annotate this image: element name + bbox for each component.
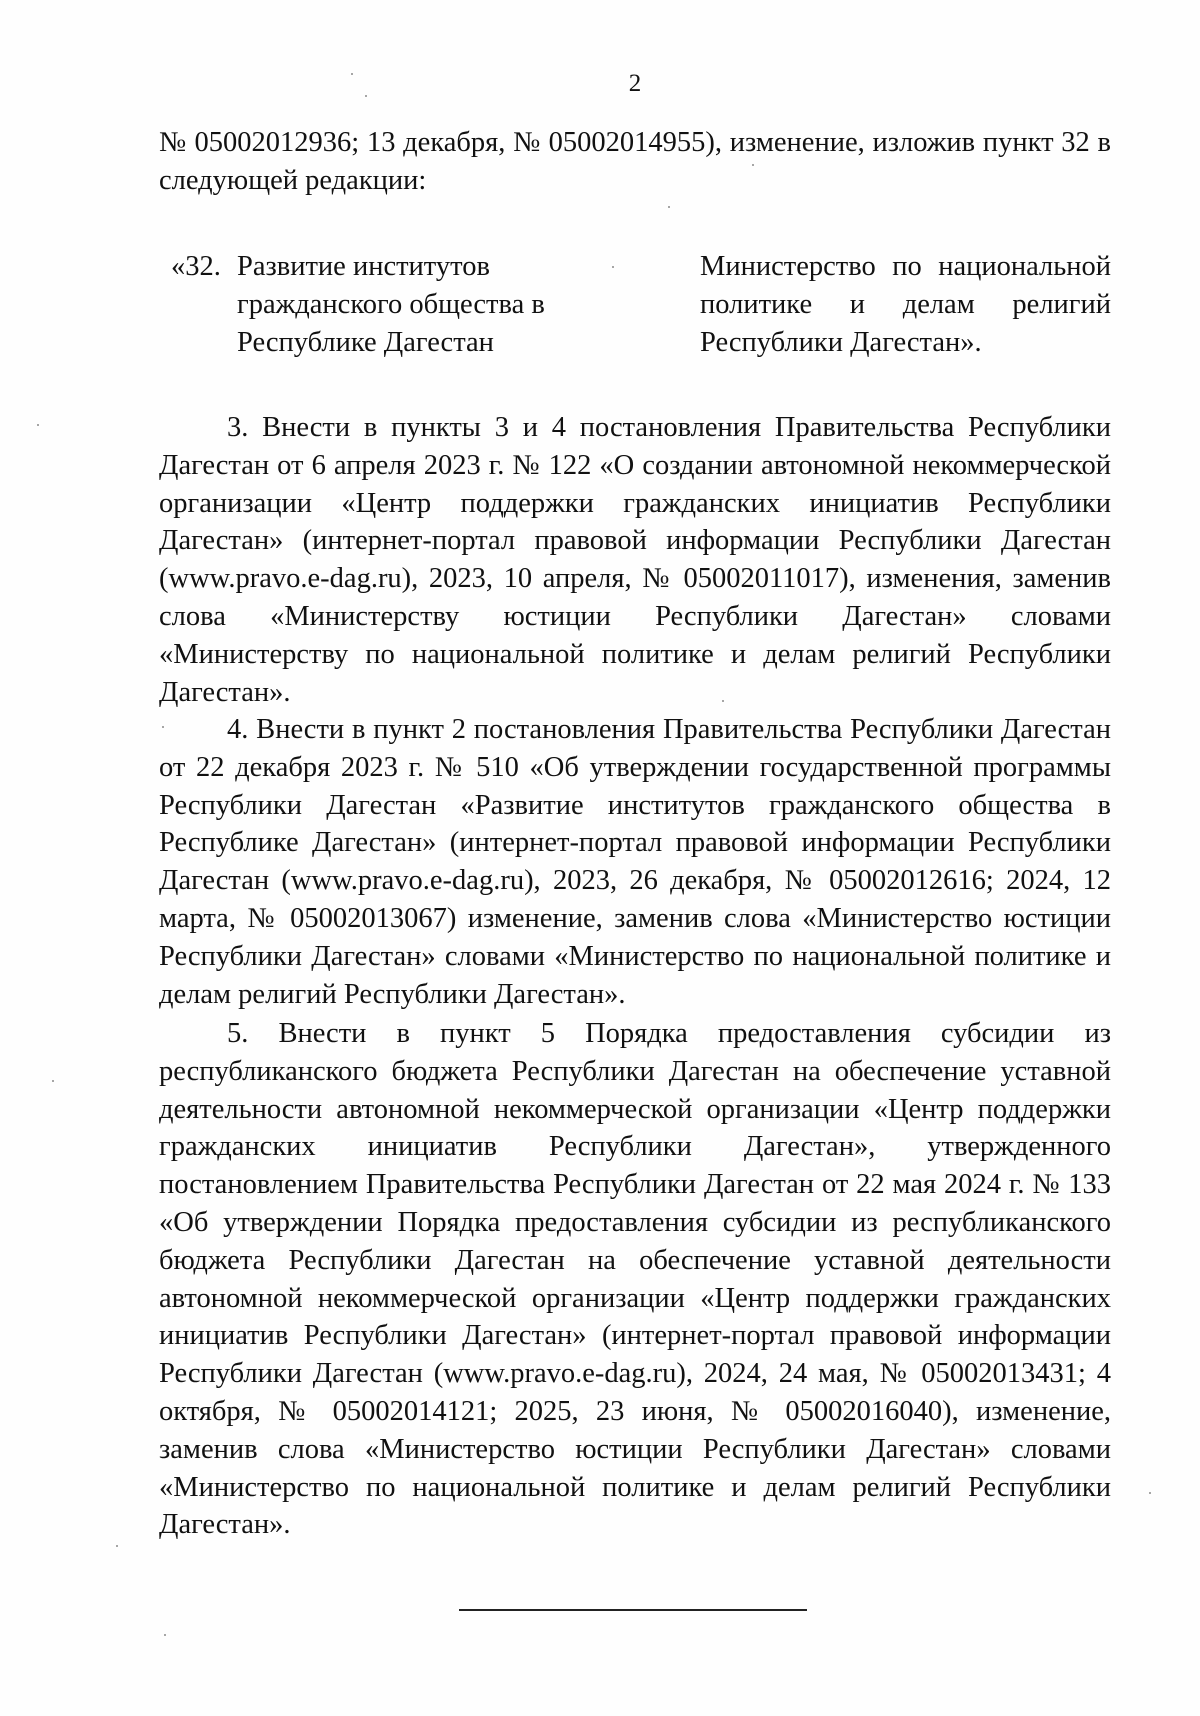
- scan-speck: [351, 73, 353, 75]
- table-item-organization: Министерство по национальной политике и делам религий Республики Дагестан».: [700, 251, 1111, 358]
- scan-speck: [162, 726, 164, 728]
- intro-paragraph: № 05002012936; 13 декабря, № 05002014955), изменение, изложив пункт 32 в следующей редакции:: [159, 127, 1111, 196]
- paragraph-3: 3. Внести в пункты 3 и 4 постановления Правительства Республики Дагестан от 6 апреля 2023 г. № 122 «О создании автономной некоммерческой организации «Центр поддержки гражданских инициатив Республики Дагестан» (интернет-портал правовой информации Республики Дагестан (www.pravo.e-dag.ru), 2023, 10 апреля, № 05002011017), изменения, заменив слова «Министерству юстиции Республики Дагестан» словами «Министерству по национальной политике и делам религий Республики Дагестан».: [159, 412, 1111, 708]
- paragraph-4: 4. Внести в пункт 2 постановления Правительства Республики Дагестан от 22 декабря 2023 г. № 510 «Об утверждении государственной программы Республики Дагестан «Развитие институтов гражданского общества в Республике Дагестан» (интернет-портал правовой информации Республики Дагестан (www.pravo.e-dag.ru), 2023, 26 декабря, № 05002012616; 2024, 12 марта, № 05002013067) изменение, заменив слова «Министерство юстиции Республики Дагестан» словами «Министерство по национальной политике и делам религий Республики Дагестан».: [159, 714, 1111, 1010]
- scan-speck: [37, 424, 39, 426]
- paragraph-5: 5. Внести в пункт 5 Порядка предоставления субсидии из республиканского бюджета Республики Дагестан на обеспечение уставной деятельности автономной некоммерческой организации «Центр поддержки гражданских инициатив Республики Дагестан», утвержденного постановлением Правительства Республики Дагестан от 22 мая 2024 г. № 133 «Об утверждении Порядка предоставления субсидии из республиканского бюджета Республики Дагестан на обеспечение уставной деятельности автономной некоммерческой организации «Центр поддержки гражданских инициатив Республики Дагестан» (интернет-портал правовой информации Республики Дагестан (www.pravo.e-dag.ru), 2024, 24 мая, № 05002013431; 4 октября, № 05002014121; 2025, 23 июня, № 05002016040), изменение, заменив слова «Министерство юстиции Республики Дагестан» словами «Министерство по национальной политике и делам религий Республики Дагестан».: [159, 1018, 1111, 1541]
- scan-speck: [668, 206, 670, 208]
- closing-separator-line: [459, 1609, 807, 1611]
- scan-speck: [365, 95, 367, 97]
- scan-speck: [52, 1080, 54, 1082]
- table-item-number: «32.: [171, 251, 221, 282]
- page-number: 2: [628, 70, 642, 97]
- scan-speck: [164, 1634, 166, 1636]
- scan-speck: [1149, 1492, 1151, 1494]
- table-item-name: Развитие институтов гражданского общества в Республике Дагестан: [237, 251, 545, 358]
- scan-speck: [116, 1545, 118, 1547]
- scan-speck: [612, 266, 614, 268]
- scan-speck: [752, 164, 754, 166]
- scan-speck: [722, 700, 724, 702]
